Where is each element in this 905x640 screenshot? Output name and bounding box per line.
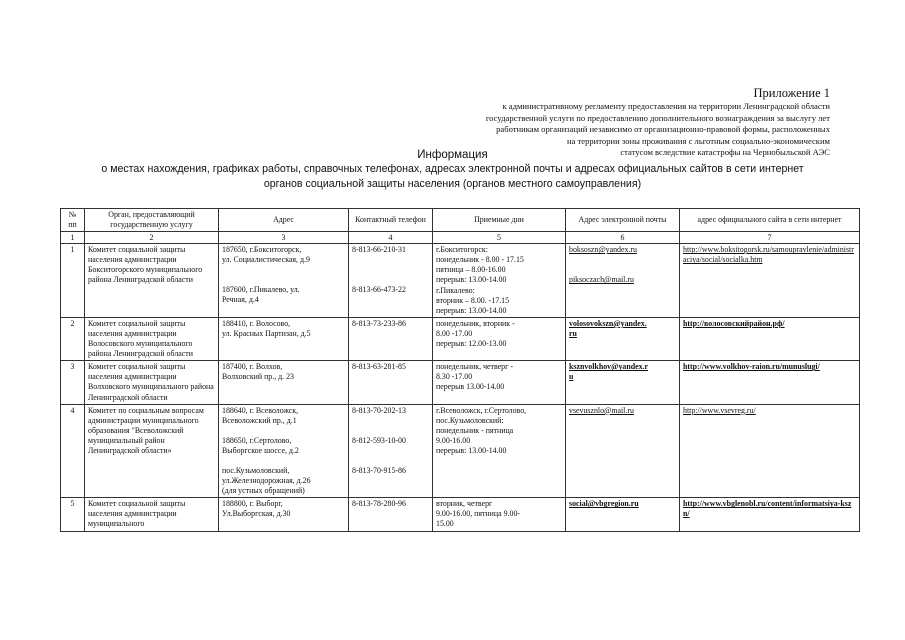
address-line: 188640, г. Всеволожск, — [222, 405, 299, 415]
site-cell — [680, 498, 860, 531]
phone-cell — [349, 244, 433, 318]
address-line: 188650, г.Сертолово, — [222, 435, 292, 445]
address-line: Речная, д.4 — [222, 295, 259, 305]
email-link[interactable]: u — [569, 372, 574, 382]
phone-cell — [349, 317, 433, 360]
days-line: 9.00-16.00, пятница 9.00- — [436, 509, 521, 519]
column-number: 1 — [61, 232, 85, 244]
days-line: пятница – 8.00-16.00 — [436, 265, 506, 275]
spacer — [352, 456, 429, 466]
spacer — [222, 275, 345, 285]
address-cell — [219, 244, 349, 318]
address-line: Волховский пр., д. 23 — [222, 372, 295, 382]
days-cell — [433, 317, 566, 360]
annex-line: на территории зоны проживания с льготным социально-экономическим — [566, 135, 830, 146]
organ-name: Комитет по социальным вопросам администрации муниципального образования "Всеволожский муниципальный район Ленинградской области» — [85, 404, 219, 498]
address-line: ул.Железнодорожная, д.26 — [222, 476, 311, 486]
days-line: 15.00 — [436, 519, 454, 529]
site-cell — [680, 404, 860, 498]
website-link[interactable]: http://www.volkhov-raion.ru/munuslugi/ — [683, 362, 820, 372]
spacer — [352, 426, 429, 436]
address-line: 187650, г.Бокситогорск, — [222, 245, 302, 255]
heading-line: о местах нахождения, графиках работы, справочных телефонах, адресах электронной почты и адресах официальных сайтов в сети интернет — [101, 163, 804, 175]
phone-line: 8-813-63-281-85 — [352, 362, 406, 372]
email-link[interactable]: piksoczach@mail.ru — [569, 275, 634, 285]
days-line: г.Бокситогорск: — [436, 245, 488, 255]
phone-line: 8-813-70-202-13 — [352, 405, 406, 415]
table-header-row — [61, 209, 860, 232]
address-line: 188800, г. Выборг, — [222, 499, 283, 509]
site-cell — [680, 244, 860, 318]
email-link[interactable]: volosovokszn@yandex. — [569, 318, 647, 328]
organ-name: Комитет социальной защиты населения администрации Волховского муниципального района Ленинградской области — [85, 361, 219, 404]
address-line: ул. Социалистическая, д.9 — [222, 255, 310, 265]
phone-cell — [349, 498, 433, 531]
organ-name: Комитет социальной защиты населения администрации Бокситогорского муниципального района Ленинградской области — [85, 244, 219, 318]
document-heading — [40, 148, 865, 192]
days-line: перерыв: 12.00-13.00 — [436, 339, 507, 349]
column-header: Орган, предоставляющий государственную услугу — [85, 209, 219, 232]
email-cell — [566, 244, 680, 318]
column-number: 5 — [433, 232, 566, 244]
days-line: перерыв 13.00-14.00 — [436, 382, 505, 392]
website-link[interactable]: http://www.vsevreg.ru/ — [683, 405, 756, 415]
site-cell — [680, 361, 860, 404]
heading-title: Информация — [417, 149, 488, 161]
phone-cell — [349, 361, 433, 404]
annex-line: государственной услуги по предоставлению дополнительного вознаграждения за выслугу лет — [485, 112, 830, 123]
spacer — [352, 255, 429, 265]
column-number: 6 — [566, 232, 680, 244]
table-body — [61, 244, 860, 531]
days-cell — [433, 404, 566, 498]
email-link[interactable]: vsevusznlo@mail.ru — [569, 405, 634, 415]
row-number: 5 — [61, 498, 85, 531]
days-line: перерыв: 13.00-14.00 — [436, 445, 507, 455]
days-line: понедельник - 8.00 - 17.15 — [436, 255, 524, 265]
days-line: вторник – 8.00. -17.15 — [436, 295, 510, 305]
phone-line: 8-813-78-280-96 — [352, 499, 406, 509]
email-cell — [566, 317, 680, 360]
days-line: г.Всеволожск, г.Сертолово, — [436, 405, 527, 415]
email-cell — [566, 498, 680, 531]
annex-line: работникам организаций независимо от организационно-правовой формы, расположенных — [496, 124, 830, 135]
address-line: пос.Кузьмоловский, — [222, 465, 290, 475]
days-line: 8.00 -17.00 — [436, 328, 473, 338]
email-link[interactable]: social@vbgregion.ru — [569, 499, 639, 509]
days-line: вторник, четверг — [436, 499, 493, 509]
phone-line: 8-813-66-210-31 — [352, 245, 406, 255]
column-header: Контактный телефон — [349, 209, 433, 232]
address-line: Всеволожский пр., д.1 — [222, 415, 297, 425]
address-line: 188410, г. Волосово, — [222, 318, 291, 328]
spacer — [569, 255, 676, 265]
address-line: (для устных обращений) — [222, 486, 305, 496]
column-header: Адрес — [219, 209, 349, 232]
address-line: Выборгское шоссе, д.2 — [222, 445, 299, 455]
days-cell — [433, 244, 566, 318]
annex-title: Приложение 1 — [753, 86, 830, 100]
email-link[interactable]: ru — [569, 328, 577, 338]
phone-cell — [349, 404, 433, 498]
spacer — [352, 265, 429, 275]
days-line: г.Пикалево: — [436, 285, 475, 295]
days-line: перерыв: 13.00-14.00 — [436, 305, 507, 315]
spacer — [222, 456, 345, 466]
spacer — [352, 446, 429, 456]
address-cell — [219, 361, 349, 404]
spacer — [222, 426, 345, 436]
website-link[interactable]: http://www.vbglenobl.ru/content/informatsiya-kszn/ — [683, 499, 852, 519]
table-row — [61, 317, 860, 360]
email-link[interactable]: ksznvolkhov@yandex.r — [569, 362, 649, 372]
phone-line: 8-813-70-915-86 — [352, 465, 406, 475]
days-cell — [433, 498, 566, 531]
address-line: 187600, г.Пикалево, ул. — [222, 285, 300, 295]
phone-line: 8-813-73-233-86 — [352, 318, 406, 328]
column-number: 3 — [219, 232, 349, 244]
address-line: ул. Красных Партизан, д.5 — [222, 328, 311, 338]
column-number: 7 — [680, 232, 860, 244]
days-line: перерыв: 13.00-14.00 — [436, 275, 507, 285]
heading-lines — [40, 162, 865, 192]
column-header: Адрес электронной почты — [566, 209, 680, 232]
website-link[interactable]: http://волосовскийрайон.рф/ — [683, 318, 785, 328]
organ-name: Комитет социальной защиты населения администрации муниципального — [85, 498, 219, 531]
row-number: 3 — [61, 361, 85, 404]
column-header: Приемные дни — [433, 209, 566, 232]
phone-line: 8-812-593-10-00 — [352, 435, 406, 445]
annex-line: статусом вследствие катастрофы на Чернобыльской АЭС — [620, 147, 830, 158]
phone-line: 8-813-66-473-22 — [352, 285, 406, 295]
spacer — [352, 275, 429, 285]
address-cell — [219, 317, 349, 360]
spacer — [352, 416, 429, 426]
spacer — [569, 265, 676, 275]
row-number: 1 — [61, 244, 85, 318]
column-header: № пп — [61, 209, 85, 232]
email-cell — [566, 404, 680, 498]
row-number: 2 — [61, 317, 85, 360]
email-link[interactable]: boksoszn@yandex.ru — [569, 245, 637, 255]
days-cell — [433, 361, 566, 404]
row-number: 4 — [61, 404, 85, 498]
annex-line: к административному регламенту предоставления на территории Ленинградской области — [502, 101, 830, 111]
days-line: понедельник, четверг - — [436, 362, 513, 372]
organ-name: Комитет социальной защиты населения администрации Волосовского муниципального района Ленинградской области — [85, 317, 219, 360]
website-link[interactable]: http://www.boksitogorsk.ru/samoupravlenie/administraciya/social/socialka.htm — [683, 245, 854, 265]
column-number: 4 — [349, 232, 433, 244]
email-cell — [566, 361, 680, 404]
table-column-numbers-row — [61, 232, 860, 244]
table-row — [61, 361, 860, 404]
column-header: адрес официального сайта в сети интернет — [680, 209, 860, 232]
days-line: 9.00-16.00 — [436, 435, 471, 445]
spacer — [222, 265, 345, 275]
table-row — [61, 498, 860, 531]
days-line: пос.Кузьмоловский: — [436, 415, 504, 425]
offices-table — [60, 208, 860, 532]
table-row — [61, 244, 860, 318]
site-cell — [680, 317, 860, 360]
days-line: понедельник, вторник - — [436, 318, 515, 328]
address-cell — [219, 404, 349, 498]
days-line: 8.30 -17.00 — [436, 372, 473, 382]
days-line: понедельник - пятница — [436, 425, 514, 435]
address-cell — [219, 498, 349, 531]
column-number: 2 — [85, 232, 219, 244]
address-line: Ул.Выборгская, д.30 — [222, 509, 291, 519]
address-line: 187400, г. Волхов, — [222, 362, 283, 372]
heading-line: органов социальной защиты населения (органов местного самоуправления) — [263, 178, 642, 190]
table-row — [61, 404, 860, 498]
